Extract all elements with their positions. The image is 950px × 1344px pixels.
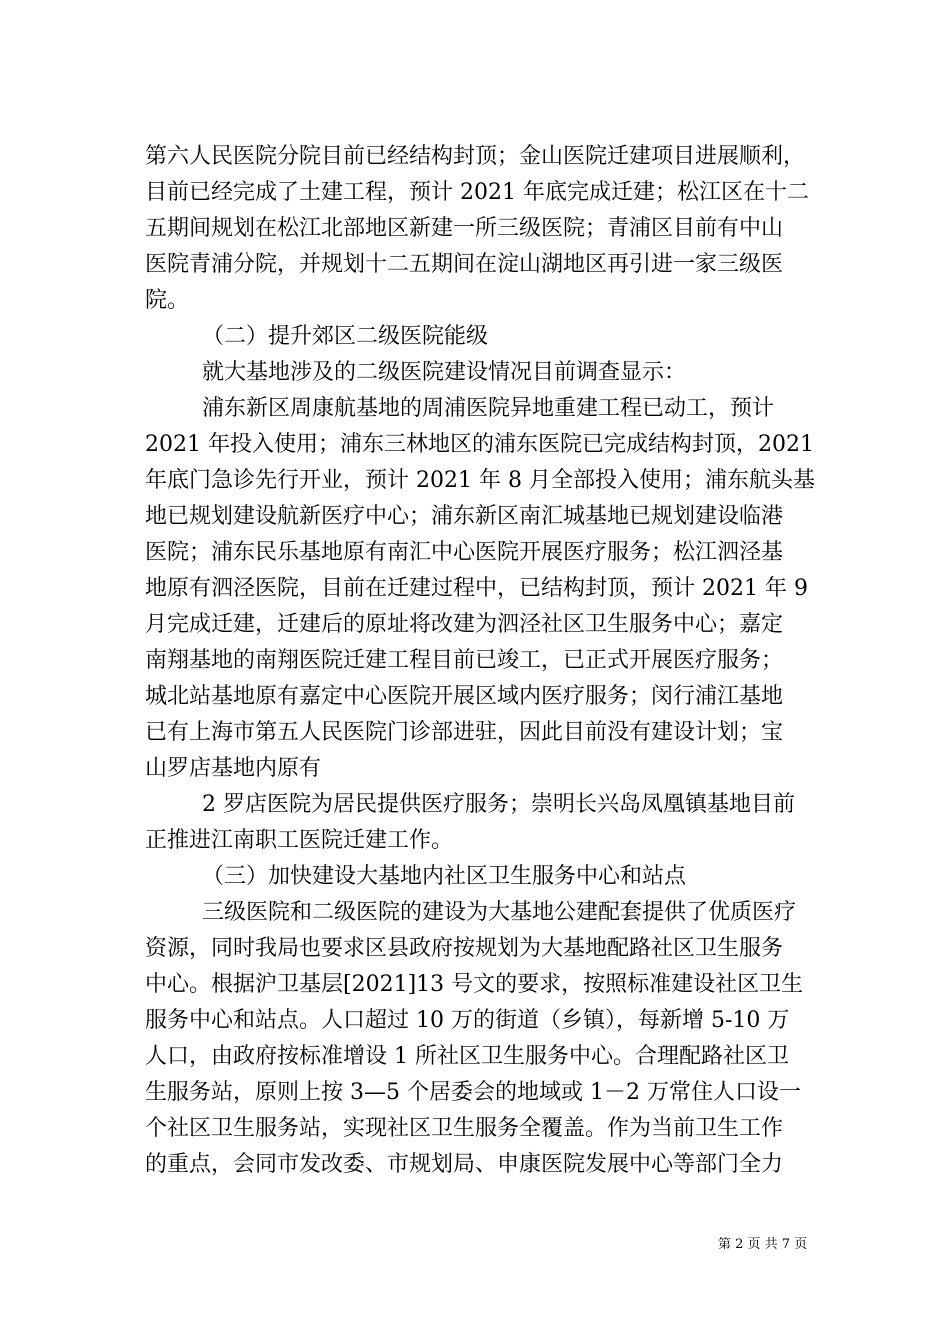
text-line: 生服务站，原则上按 3—5 个居委会的地域或 1－2 万常住人口设一 (145, 1080, 801, 1105)
text-line: 资源，同时我局也要求区县政府按规划为大基地配路社区卫生服务 (145, 936, 784, 961)
text-line: 山罗店基地内原有 (145, 756, 322, 781)
text-line: 目前已经完成了土建工程，预计 2021 年底完成迁建；松江区在十二 (145, 180, 809, 205)
text-line: 2021 年投入使用；浦东三林地区的浦东医院已完成结构封顶，2021 (145, 432, 814, 457)
text-line: 第六人民医院分院目前已经结构封顶；金山医院迁建项目进展顺利， (145, 144, 806, 169)
text-line: 地已规划建设航新医疗中心；浦东新区南汇城基地已规划建设临港 (145, 504, 784, 529)
text-line: 服务中心和站点。人口超过 10 万的街道（乡镇），每新增 5-10 万 (145, 1008, 790, 1033)
text-line: 医院青浦分院，并规划十二五期间在淀山湖地区再引进一家三级医 (145, 252, 784, 277)
section-heading: （二）提升郊区二级医院能级 (202, 324, 489, 349)
text-line: 城北站基地原有嘉定中心医院开展区域内医疗服务；闵行浦江基地 (145, 684, 784, 709)
text-line: 医院；浦东民乐基地原有南汇中心医院开展医疗服务；松江泗泾基 (145, 540, 784, 565)
text-line: 南翔基地的南翔医院迁建工程目前已竣工，已正式开展医疗服务； (145, 648, 784, 673)
page-number: 第 2 页 共 7 页 (718, 1237, 808, 1252)
section-heading: （三）加快建设大基地内社区卫生服务中心和站点 (202, 864, 687, 889)
text-line: 的重点，会同市发改委、市规划局、申康医院发展中心等部门全力 (145, 1152, 784, 1177)
text-line: 正推进江南职工医院迁建工作。 (145, 828, 454, 853)
text-line: 就大基地涉及的二级医院建设情况目前调查显示： (202, 360, 687, 385)
text-line: 2 罗店医院为居民提供医疗服务；崇明长兴岛凤凰镇基地目前 (202, 792, 795, 817)
text-line: 已有上海市第五人民医院门诊部进驻，因此目前没有建设计划；宝 (145, 720, 784, 745)
text-line: 三级医院和二级医院的建设为大基地公建配套提供了优质医疗 (202, 900, 797, 925)
text-line: 个社区卫生服务站，实现社区卫生服务全覆盖。作为当前卫生工作 (145, 1116, 784, 1141)
text-line: 月完成迁建，迁建后的原址将改建为泗泾社区卫生服务中心；嘉定 (145, 612, 784, 637)
text-line: 院。 (145, 288, 190, 313)
text-line: 年底门急诊先行开业，预计 2021 年 8 月全部投入使用；浦东航头基 (145, 468, 815, 493)
text-line: 浦东新区周康航基地的周浦医院异地重建工程已动工，预计 (202, 396, 775, 421)
text-line: 地原有泗泾医院，目前在迁建过程中，已结构封顶，预计 2021 年 9 (145, 576, 808, 601)
text-line: 人口，由政府按标准增设 1 所社区卫生服务中心。合理配路社区卫 (145, 1044, 789, 1069)
text-line: 中心。根据沪卫基层[2021]13 号文的要求，按照标准建设社区卫生 (145, 972, 804, 997)
text-line: 五期间规划在松江北部地区新建一所三级医院；青浦区目前有中山 (145, 216, 784, 241)
